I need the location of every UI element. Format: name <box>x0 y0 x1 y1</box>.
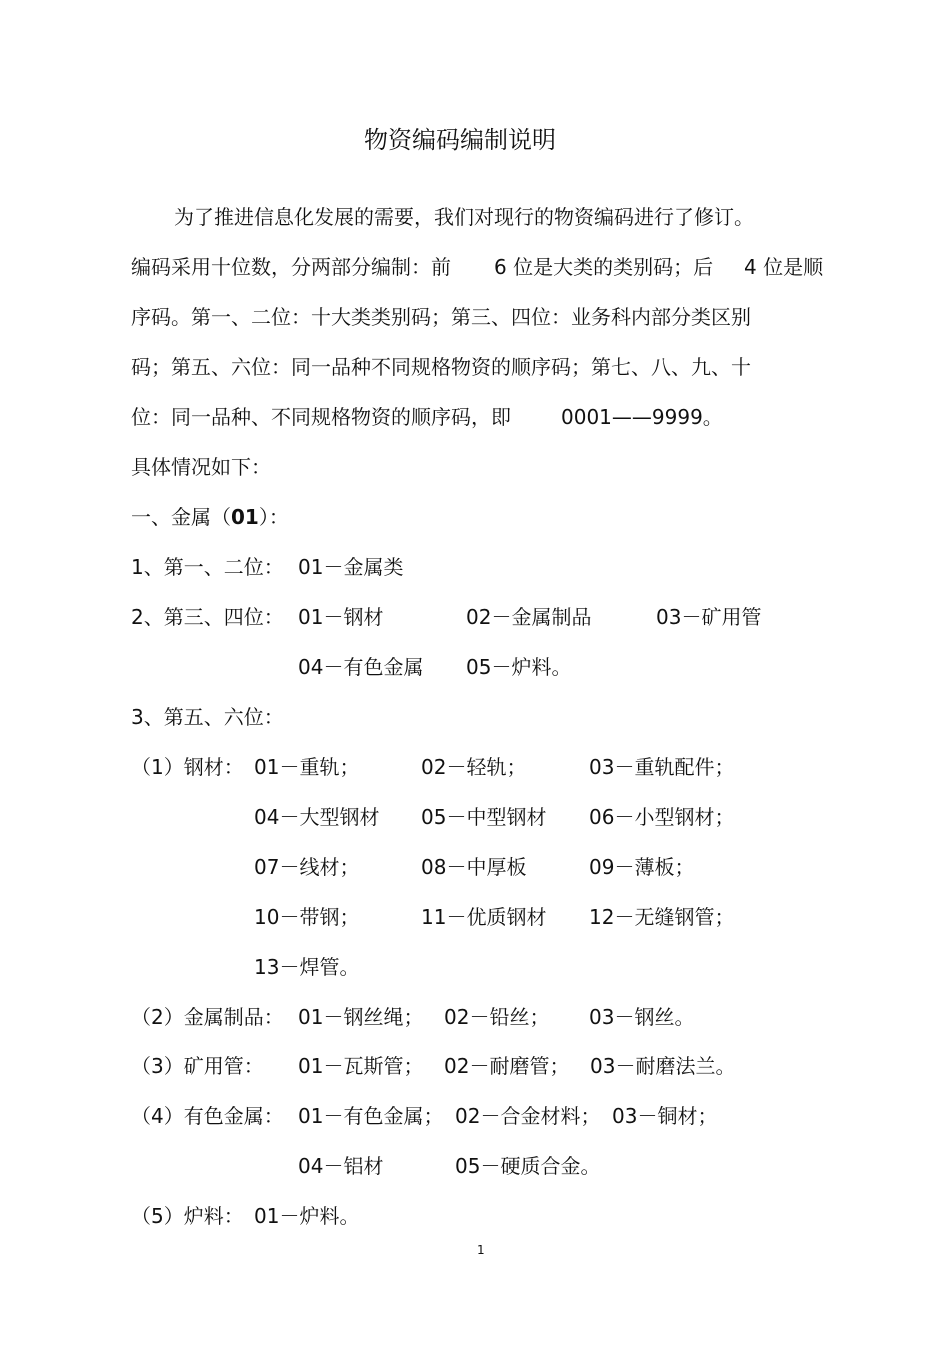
intro-line-4: 码；第五、六位：同一品种不同规格物资的顺序码；第七、八、九、十 <box>131 355 751 379</box>
list-item: 01－钢丝绳； <box>298 1005 424 1029</box>
list-item: 11－优质钢材 <box>421 905 547 929</box>
list-item: 02－轻轨； <box>421 755 527 779</box>
pos56-label: 3、第五、六位： <box>131 705 284 729</box>
list-item: 01－炉料。 <box>254 1204 360 1228</box>
list-item: 02－合金材料； <box>455 1104 601 1128</box>
list-item: 05－硬质合金。 <box>455 1154 601 1178</box>
intro-line-2a: 编码采用十位数，分两部分编制：前 <box>131 255 451 279</box>
list-item: 03－钢丝。 <box>589 1005 695 1029</box>
list-item: 05－炉料。 <box>466 655 572 679</box>
intro-line-5b: 0001——9999。 <box>561 405 723 429</box>
list-item: 02－铅丝； <box>444 1005 550 1029</box>
list-item: 01－瓦斯管； <box>298 1054 424 1078</box>
list-item: 02－耐磨管； <box>444 1054 570 1078</box>
list-item: 02－金属制品 <box>466 605 592 629</box>
steel-label: （1）钢材： <box>131 755 244 779</box>
intro-line-5a: 位：同一品种、不同规格物资的顺序码，即 <box>131 405 511 429</box>
list-item: 05－中型钢材 <box>421 805 547 829</box>
list-item: 10－带钢； <box>254 905 360 929</box>
page-number: 1 <box>477 1243 485 1257</box>
section-heading <box>131 505 289 529</box>
pos12-label: 1、第一、二位： <box>131 555 284 579</box>
list-item: 07－线材； <box>254 855 360 879</box>
list-item: 13－焊管。 <box>254 955 360 979</box>
list-item: 01－有色金属； <box>298 1104 444 1128</box>
list-item: 03－矿用管 <box>656 605 762 629</box>
section-heading-code: 01 <box>231 505 259 529</box>
list-item: 12－无缝钢管； <box>589 905 735 929</box>
list-item: 06－小型钢材； <box>589 805 735 829</box>
list-item: 08－中厚板 <box>421 855 527 879</box>
intro-line-2b: 6 位是大类的类别码；后 <box>494 255 714 279</box>
pos12-value: 01－金属类 <box>298 555 404 579</box>
list-item: 09－薄板； <box>589 855 695 879</box>
page-title: 物资编码编制说明 <box>364 126 556 154</box>
intro-line-3: 序码。第一、二位：十大类类别码；第三、四位：业务科内部分类区别 <box>131 305 751 329</box>
list-item: 01－重轨； <box>254 755 360 779</box>
intro-line-2c: 4 位是顺 <box>744 255 824 279</box>
intro-line-1: 为了推进信息化发展的需要，我们对现行的物资编码进行了修订。 <box>174 205 754 229</box>
list-item: 04－铝材 <box>298 1154 384 1178</box>
list-item: 01－钢材 <box>298 605 384 629</box>
pos34-label: 2、第三、四位： <box>131 605 284 629</box>
section-heading-pre: 一、金属（ <box>131 505 231 529</box>
metal-products-label: （2）金属制品： <box>131 1005 284 1029</box>
list-item: 04－大型钢材 <box>254 805 380 829</box>
section-heading-post: ）： <box>258 505 289 529</box>
list-item: 03－耐磨法兰。 <box>590 1054 736 1078</box>
mine-pipe-label: （3）矿用管： <box>131 1054 264 1078</box>
intro-line-6: 具体情况如下： <box>131 455 271 479</box>
list-item: 04－有色金属 <box>298 655 424 679</box>
furnace-label: （5）炉料： <box>131 1204 244 1228</box>
list-item: 03－铜材； <box>612 1104 718 1128</box>
nonferrous-label: （4）有色金属： <box>131 1104 284 1128</box>
list-item: 03－重轨配件； <box>589 755 735 779</box>
